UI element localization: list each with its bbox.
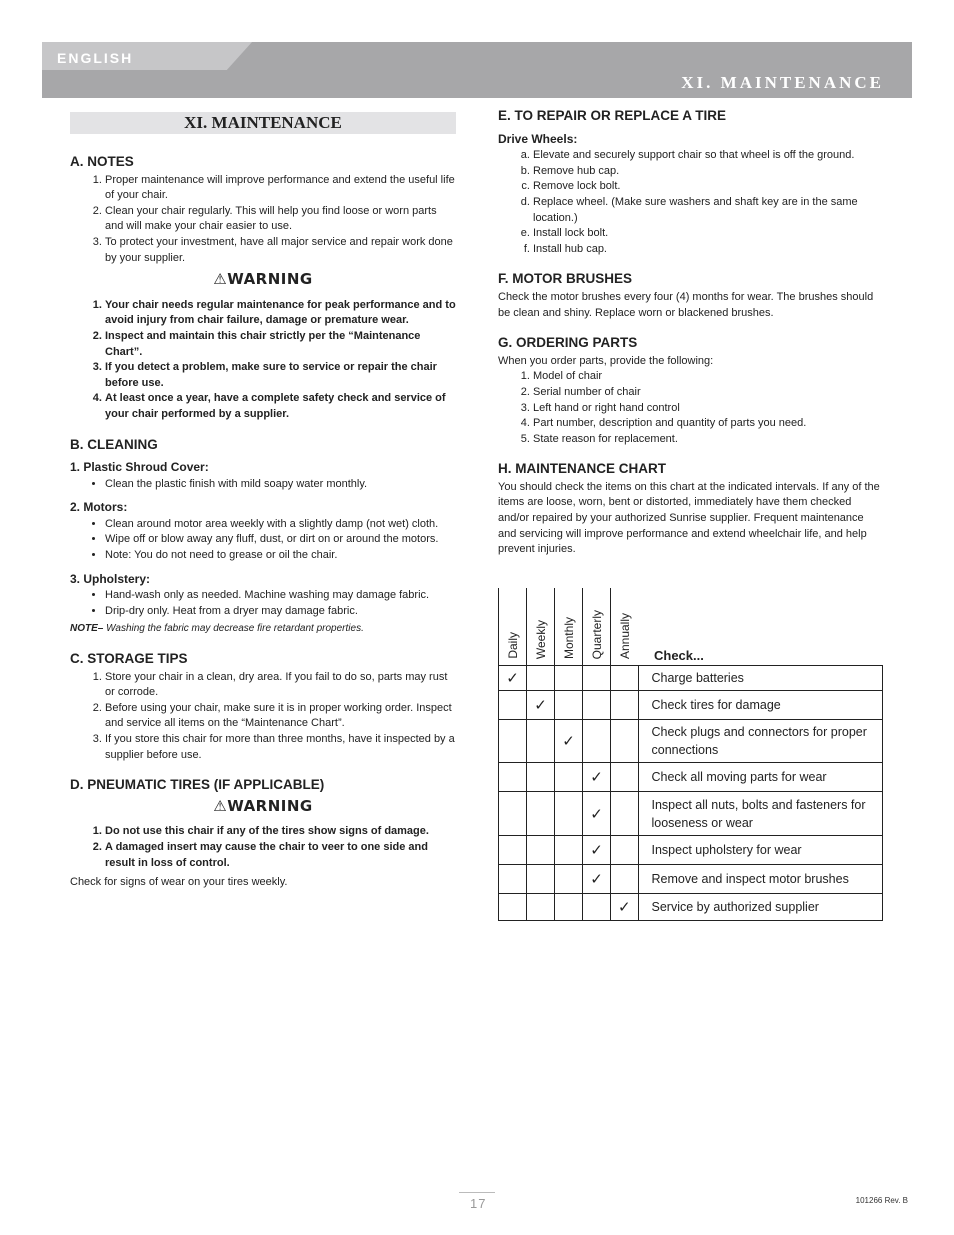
warning-label: ⚠WARNING	[213, 796, 313, 815]
check-cell	[499, 836, 527, 865]
check-cell	[611, 666, 639, 691]
notes-heading: A. NOTES	[70, 154, 134, 169]
chart-heading: H. MAINTENANCE CHART	[498, 461, 666, 477]
table-row	[499, 836, 883, 865]
check-cell	[583, 720, 611, 763]
list-item: a. Elevate and securely support chair so that wheel is off the ground.	[533, 148, 884, 164]
table-row	[499, 763, 883, 792]
chart-body	[499, 666, 883, 921]
chart-intro: You should check the items on this chart at the indicated intervals. If any of the items are loose, worn, bent or distorted, immediately have them checked and/or repaired by your authorized Sunrise supplier. Frequent maintenance and servicing will improve performance and extend wheelchair life, and help prevent injuries.	[498, 480, 880, 556]
list-item: 1. Your chair needs regular maintenance for peak performance and to avoid injury from chair failure, damage or premature wear.	[105, 298, 456, 329]
drive-wheels-title: Drive Wheels:	[498, 131, 578, 146]
check-cell	[583, 666, 611, 691]
check-cell	[555, 894, 583, 921]
check-cell	[555, 763, 583, 792]
motors-title: 2. Motors:	[70, 500, 128, 515]
left-column	[70, 112, 456, 891]
list-item: 2. Clean your chair regularly. This will help you find loose or worn parts and will make your chair easier to use.	[105, 204, 456, 235]
check-cell: ✓	[583, 865, 611, 894]
table-row	[499, 666, 883, 691]
table-row	[499, 894, 883, 921]
header-language: ENGLISH	[57, 50, 134, 66]
check-item: Inspect upholstery for wear	[638, 836, 883, 865]
list-item: 1. Proper maintenance will improve performance and extend the useful life of your chair.	[105, 173, 456, 204]
check-cell	[583, 894, 611, 921]
check-cell	[499, 720, 527, 763]
list-item: 3. Left hand or right hand control	[533, 401, 884, 417]
list-item: • Note: You do not need to grease or oil the chair.	[105, 548, 456, 564]
check-cell	[611, 691, 639, 720]
list-item: c. Remove lock bolt.	[533, 179, 884, 195]
list-item: 3. If you store this chair for more than three months, have it inspected by a supplier before use.	[105, 732, 456, 763]
list-item: 3. To protect your investment, have all major service and repair work done by your supplier.	[105, 235, 456, 266]
check-cell	[555, 836, 583, 865]
check-cell	[527, 763, 555, 792]
check-cell	[527, 836, 555, 865]
col-check: Check...	[654, 648, 704, 663]
right-column	[498, 105, 884, 558]
section-title: XI. MAINTENANCE	[70, 112, 456, 134]
tires-warning-list	[70, 824, 456, 871]
brushes-heading: F. MOTOR BRUSHES	[498, 271, 633, 287]
list-item: 2. Before using your chair, make sure it is in proper working order. Inspect and service all items on the “Maintenance Chart”.	[105, 701, 456, 732]
check-cell	[555, 865, 583, 894]
check-item: Remove and inspect motor brushes	[638, 865, 883, 894]
list-item: f. Install hub cap.	[533, 242, 884, 258]
check-item: Service by authorized supplier	[638, 894, 883, 921]
maintenance-chart-table	[498, 588, 883, 921]
check-cell: ✓	[611, 894, 639, 921]
list-item: 3. If you detect a problem, make sure to service or repair the chair before use.	[105, 360, 456, 391]
page-number: 17	[470, 1196, 487, 1211]
chart-header-row	[499, 588, 883, 666]
check-cell	[583, 691, 611, 720]
cleaning-heading: B. CLEANING	[70, 436, 158, 452]
check-cell	[611, 720, 639, 763]
check-cell	[499, 763, 527, 792]
list-item: b. Remove hub cap.	[533, 164, 884, 180]
check-cell	[527, 894, 555, 921]
col-quarterly: Quarterly	[583, 588, 611, 666]
table-row	[499, 720, 883, 763]
repair-list	[498, 148, 884, 257]
check-cell	[499, 894, 527, 921]
cleaning-note: NOTE– Washing the fabric may decrease fire retardant properties.	[70, 623, 364, 635]
check-cell: ✓	[499, 666, 527, 691]
check-cell	[555, 691, 583, 720]
list-item: 2. A damaged insert may cause the chair to veer to one side and result in loss of control.	[105, 840, 456, 871]
notes-list	[70, 173, 456, 267]
header-section-title: XI. MAINTENANCE	[681, 73, 884, 92]
warning-label: ⚠WARNING	[213, 270, 313, 289]
warning-icon: ⚠	[213, 270, 228, 289]
check-cell	[611, 836, 639, 865]
motors-list	[70, 517, 456, 564]
check-cell	[611, 792, 639, 836]
list-item: e. Install lock bolt.	[533, 226, 884, 242]
check-cell	[527, 720, 555, 763]
check-item: Check plugs and connectors for proper connections	[638, 720, 883, 763]
check-cell	[527, 666, 555, 691]
list-item: • Hand-wash only as needed. Machine washing may damage fabric.	[105, 588, 456, 604]
check-cell	[499, 792, 527, 836]
plastic-shroud-title: 1. Plastic Shroud Cover:	[70, 460, 209, 475]
tires-footer-text: Check for signs of wear on your tires weekly.	[70, 876, 288, 889]
check-cell	[555, 792, 583, 836]
brushes-text: Check the motor brushes every four (4) months for wear. The brushes should be clean and shiny. Replace worn or blackened brushes.	[498, 290, 874, 319]
upholstery-list	[70, 588, 456, 619]
list-item: 1. Model of chair	[533, 369, 884, 385]
check-cell	[499, 691, 527, 720]
tires-heading: D. PNEUMATIC TIRES (IF APPLICABLE)	[70, 777, 325, 793]
list-item: 2. Inspect and maintain this chair strictly per the “Maintenance Chart”.	[105, 329, 456, 360]
table-row	[499, 865, 883, 894]
ordering-list	[498, 369, 884, 447]
storage-list	[70, 670, 456, 764]
check-cell: ✓	[583, 763, 611, 792]
ordering-intro: When you order parts, provide the following:	[498, 354, 714, 367]
check-item: Inspect all nuts, bolts and fasteners for looseness or wear	[638, 792, 883, 836]
check-cell: ✓	[527, 691, 555, 720]
table-row	[499, 792, 883, 836]
list-item: 1. Do not use this chair if any of the tires show signs of damage.	[105, 824, 456, 840]
list-item: • Clean around motor area weekly with a slightly damp (not wet) cloth.	[105, 517, 456, 533]
revision-label: 101266 Rev. B	[855, 1196, 908, 1205]
check-cell	[555, 666, 583, 691]
ordering-heading: G. ORDERING PARTS	[498, 335, 638, 351]
check-item: Check tires for damage	[638, 691, 883, 720]
footer-divider	[459, 1192, 495, 1193]
col-daily: Daily	[499, 588, 527, 666]
check-cell: ✓	[583, 836, 611, 865]
check-cell	[527, 792, 555, 836]
check-cell: ✓	[583, 792, 611, 836]
list-item: 2. Serial number of chair	[533, 385, 884, 401]
check-cell	[499, 865, 527, 894]
list-item: 1. Store your chair in a clean, dry area. If you fail to do so, parts may rust or corrode.	[105, 670, 456, 701]
col-weekly: Weekly	[527, 588, 555, 666]
upholstery-title: 3. Upholstery:	[70, 571, 151, 586]
list-item: 5. State reason for replacement.	[533, 432, 884, 448]
list-item: • Wipe off or blow away any fluff, dust, or dirt on or around the motors.	[105, 532, 456, 548]
check-cell	[611, 763, 639, 792]
check-cell: ✓	[555, 720, 583, 763]
list-item: 4. At least once a year, have a complete safety check and service of your chair performed by a supplier.	[105, 391, 456, 422]
list-item: d. Replace wheel. (Make sure washers and shaft key are in the same location.)	[533, 195, 884, 226]
plastic-shroud-list	[70, 477, 456, 493]
repair-heading: E. TO REPAIR OR REPLACE A TIRE	[498, 108, 727, 123]
check-item: Check all moving parts for wear	[638, 763, 883, 792]
col-annually: Annually	[611, 588, 639, 666]
list-item: • Drip-dry only. Heat from a dryer may damage fabric.	[105, 604, 456, 620]
list-item: • Clean the plastic finish with mild soapy water monthly.	[105, 477, 456, 493]
storage-heading: C. STORAGE TIPS	[70, 651, 188, 667]
check-cell	[527, 865, 555, 894]
table-row	[499, 691, 883, 720]
warning-icon: ⚠	[213, 796, 228, 815]
warning-list	[70, 298, 456, 423]
list-item: 4. Part number, description and quantity of parts you need.	[533, 416, 884, 432]
check-item: Charge batteries	[638, 666, 883, 691]
col-monthly: Monthly	[555, 588, 583, 666]
check-cell	[611, 865, 639, 894]
